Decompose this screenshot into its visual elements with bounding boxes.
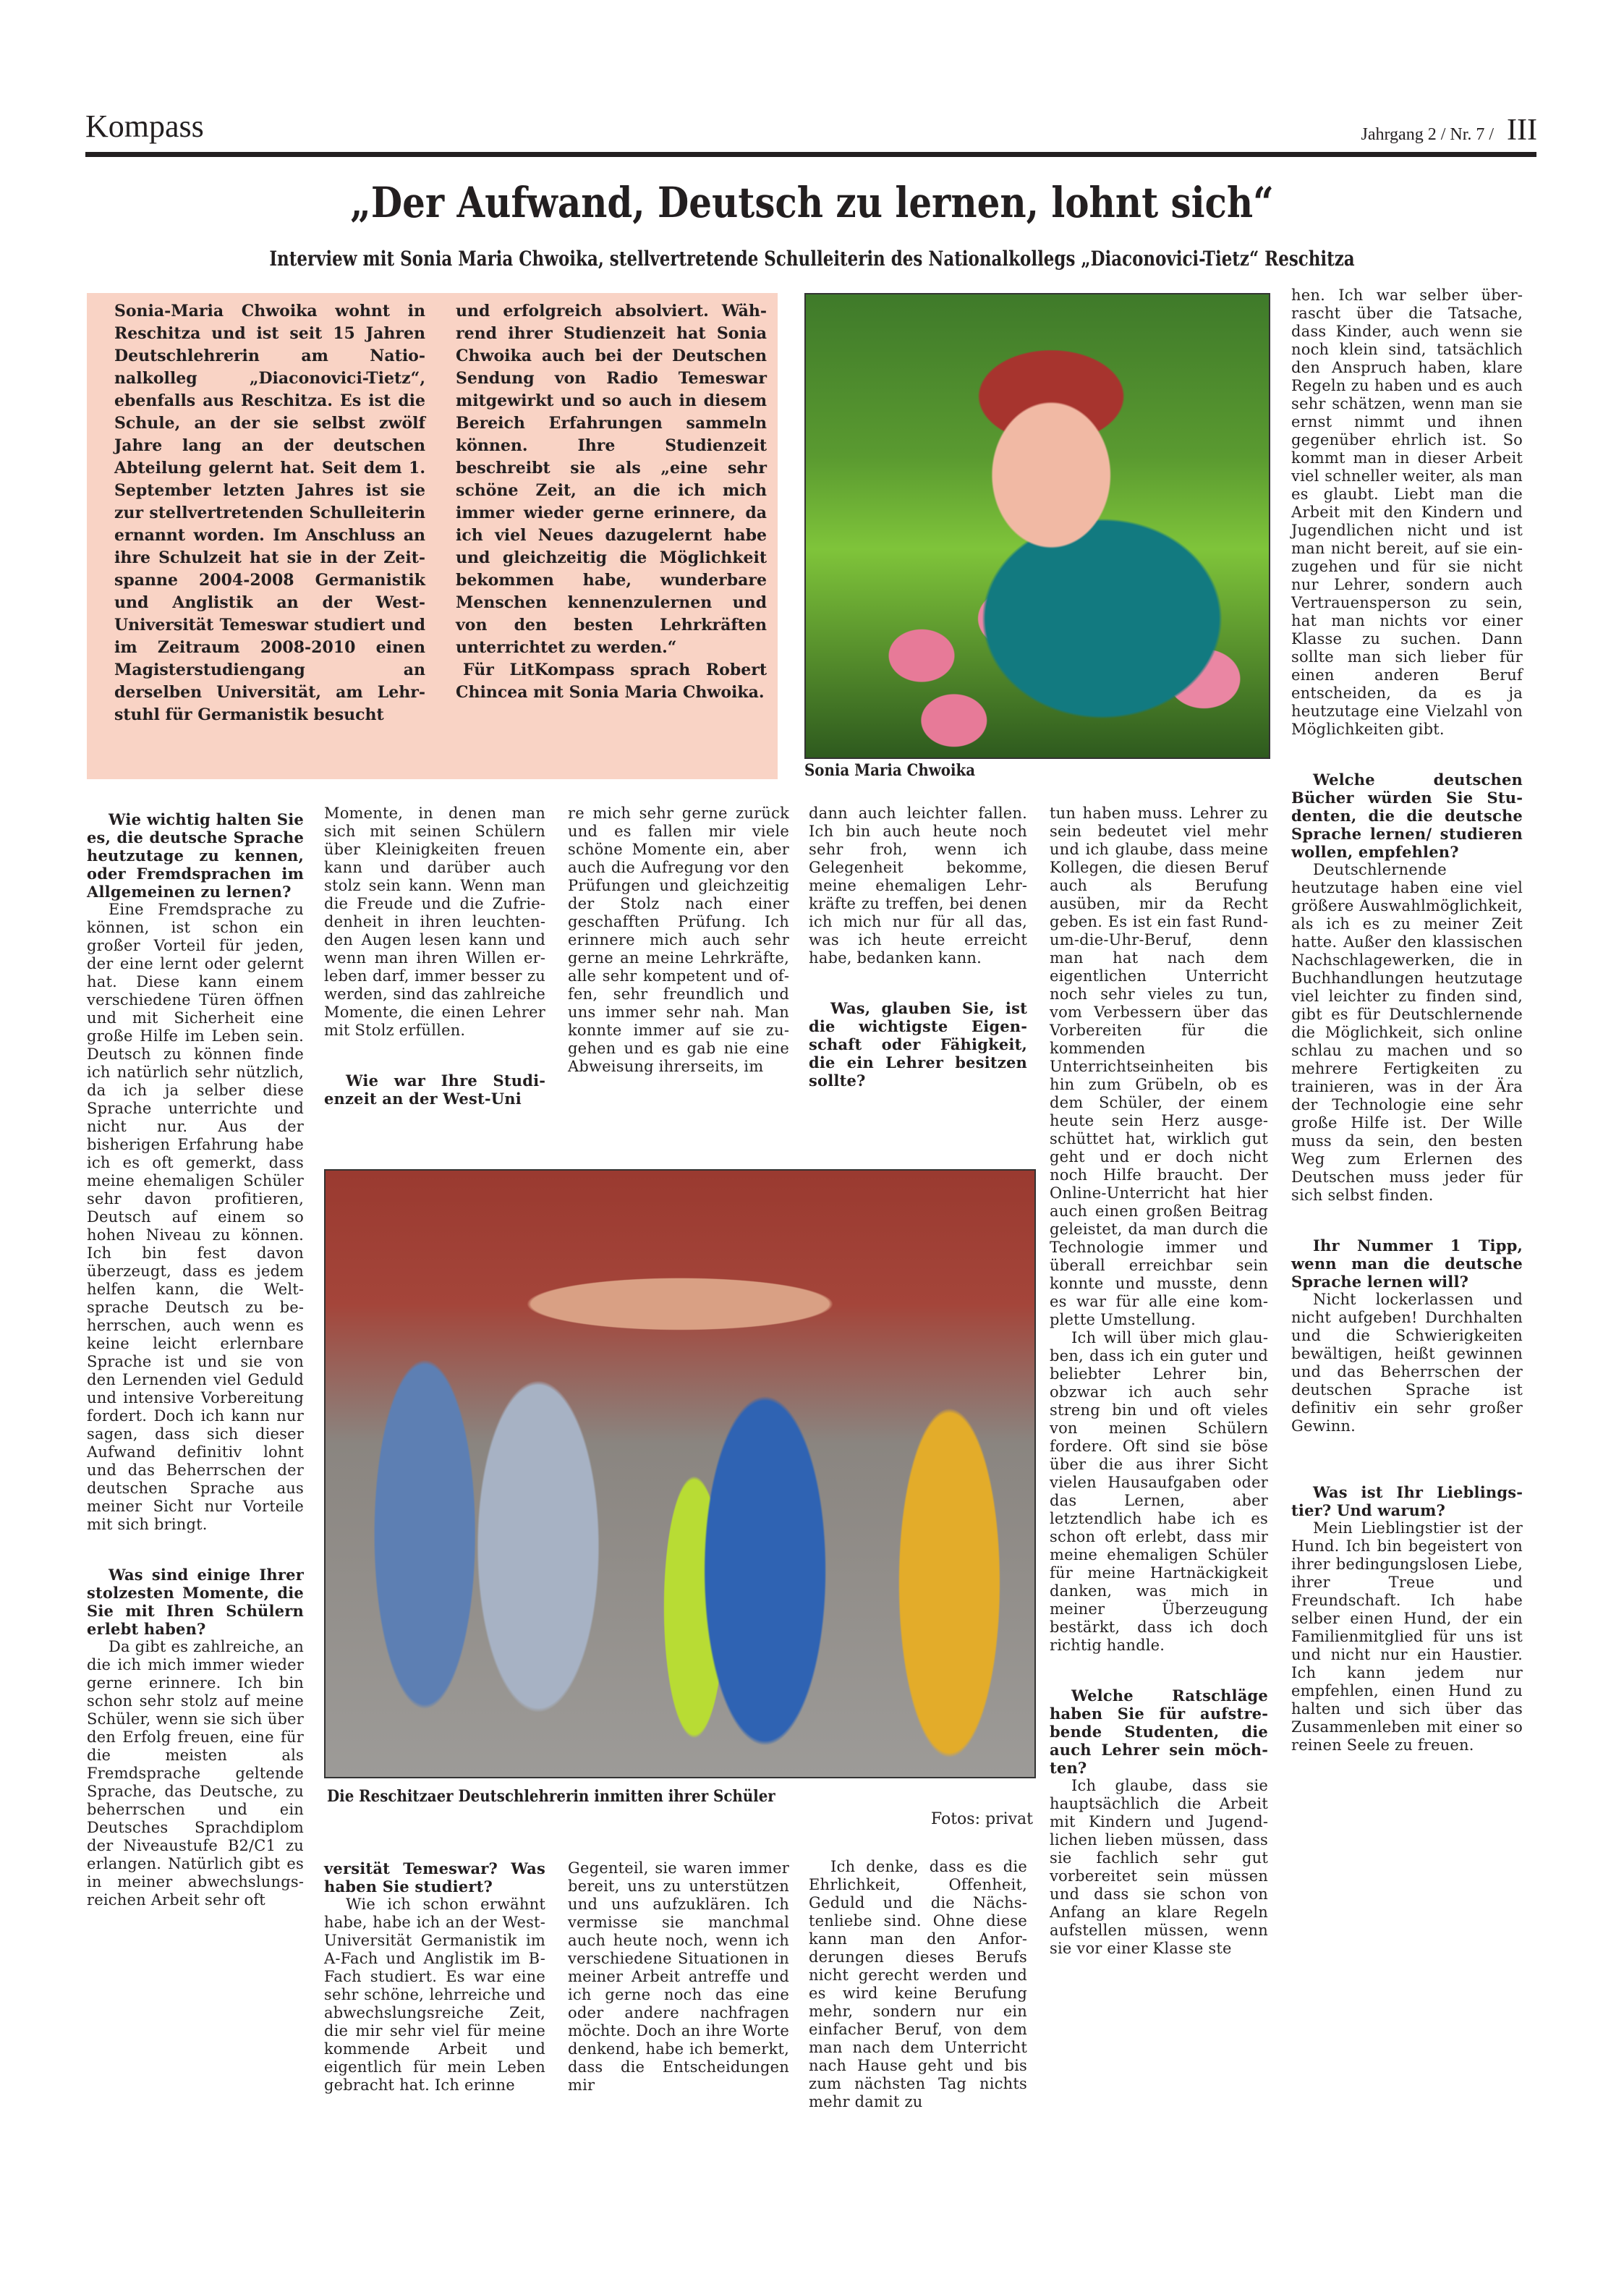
question: Ihr Nummer 1 Tipp, wenn man die deutsche Sprache lernen will? <box>1291 1236 1523 1291</box>
answer: Deutschlernende heutzutage haben eine viel größere Auswahlmöglichkeit, als ich es zu meiner Zeit hatte. Außer den klassischen Nachschlagewerken, die in Buchhandlungen heutzutage viel leichter zu finden sind, gibt es für Deutschlernende die Möglichkeit, sich online schlau zu machen und so mehrere Fertigkeiten zu trainieren, was in der Ära der Technologie eine sehr große Hilfe ist. Der Wille muss da sein, den besten Weg zum Erlernen des Deutschen muss jeder für sich selbst finden. <box>1291 861 1523 1204</box>
question: Wie wichtig halten Sie es, die deutsche Sprache heutzutage zu kennen, oder Fremdsprachen im Allgemeinen zu lernen? <box>87 810 304 901</box>
answer: Ich glaube, dass sie hauptsächlich die Arbeit mit Kindern und Jugendlichen lieben müssen, dass sie fachlich sehr gut vorbereitet sein müssen und dass sie schon von Anfang an klare Regeln aufstellen müssen, wenn sie vor einer Klasse ste <box>1050 1777 1268 1957</box>
column-4-top <box>809 805 1027 1090</box>
answer: dann auch leichter fallen. Ich bin auch heute noch sehr froh, wenn ich Gelegenheit bekomme, meine ehemaligen Lehrkräfte zu treffen, bei denen ich mich nur für all das, was ich heute erreicht habe, bedanken kann. <box>809 805 1027 967</box>
answer: Mein Lieblingstier ist der Hund. Ich bin begeistert von ihrer bedingungslosen Liebe, ihrer Treue und Freundschaft. Ich habe selber einen Hund, der ein Familienmitglied für uns ist und nicht nur ein Haustier. Ich kann jedem nur empfehlen, einen Hund zu halten und sich über das Zusammenleben mit einer so reinen Seele zu freuen. <box>1291 1519 1523 1754</box>
portrait-caption: Sonia Maria Chwoika <box>804 761 976 780</box>
question: Was, glauben Sie, ist die wichtigste Eigenschaft oder Fähigkeit, die ein Lehrer besitzen sollte? <box>809 999 1027 1090</box>
section-name: Kompass <box>85 109 204 144</box>
issue-info <box>1361 116 1537 149</box>
question: Welche Ratschläge haben Sie für aufstrebende Studenten, die auch Lehrer sein möchten? <box>1050 1686 1268 1777</box>
portrait-photo <box>804 293 1270 759</box>
answer: Ich will über mich glauben, dass ich ein guter und beliebter Lehrer bin, obzwar ich auch sehr streng bin und oft vieles von meinen Schülern fordere. Oft sind sie böse über die aus ihrer Sicht vielen Hausaufgaben oder das Lernen, aber letztendlich habe ich es schon oft erlebt, dass mir meine ehemaligen Schüler für meine Hartnäckigkeit danken, was mich in meiner Überzeugung bestärkt, dass ich doch richtig handle. <box>1050 1329 1268 1654</box>
intro-column-2 <box>456 300 767 704</box>
intro-text: und erfolgreich absolviert. Während ihrer Studienzeit hat Sonia Chwoika auch bei der Deutschen Sendung von Radio Temeswar mitgewirkt und so auch in diesem Bereich Erfahrungen sammeln können. Ihre Studienzeit beschreibt sie als „eine sehr schöne Zeit, an die ich mich immer wieder gerne erinnere, da ich viel Neues dazugelernt habe und gleichzeitig die Möglichkeit bekommen habe, wunderbare Menschen kennenzulernen und von den besten Lehrkräften unterrichtet zu werden.“ <box>456 302 767 657</box>
answer: tun haben muss. Lehrer zu sein bedeutet viel mehr und ich glaube, dass meine Kollegen, die diesen Beruf auch als Berufung ausüben, mir da Recht geben. Es ist ein fast Rund-um-die-Uhr-Beruf, denn man hat nach dem eigentlichen Unterricht noch sehr vieles zu tun, vom Verbessern über das Vorbereiten für die kommenden Unterrichtseinheiten bis hin zum Grübeln, ob es dem Schüler, der einem heute sein Herz ausgeschüttet hat, wirklich gut geht und er doch nicht noch Hilfe braucht. Der Online-Unterricht hat hier auch einen großen Beitrag geleistet, da man durch die Technologie immer und überall erreichbar sein konnte und musste, denn es war für alle eine komplette Umstellung. <box>1050 805 1268 1328</box>
question: versität Temeswar? Was haben Sie studiert? <box>324 1859 545 1896</box>
answer: Wie ich schon erwähnt habe, habe ich an der West-Universität Germanistik im A-Fach und Anglistik im B-Fach studiert. Es war eine sehr schöne, lehrreiche und abwechslungsreiche Zeit, die mir sehr viel für meine kommende Arbeit und eigentlich für mein Leben gebracht hat. Ich erinne <box>324 1896 545 2094</box>
column-2-top <box>324 805 545 1108</box>
issue-label: Jahrgang 2 / Nr. 7 / <box>1361 125 1495 144</box>
column-3-top <box>568 805 789 1076</box>
intro-text: Sonia-Maria Chwoika wohnt in Reschitza und ist seit 15 Jahren Deutschlehrerin am Nationalkolleg „Diaconovici-Tietz“, ebenfalls aus Reschitza. Es ist die Schule, an der sie selbst zwölf Jahre lang an der deutschen Abteilung gelernt hat. Seit dem 1. September letzten Jahres ist sie zur stellvertretenden Schulleiterin ernannt worden. Im Anschluss an ihre Schulzeit hat sie in der Zeitspanne 2004-2008 Germanistik und Anglistik an der West-Universität Temeswar studiert und im Zeitraum 2008-2010 einen Magisterstudiengang an derselben Universität, am Lehrstuhl für Germanistik besucht <box>114 302 425 724</box>
column-3-bottom <box>568 1859 789 2095</box>
group-photo <box>324 1169 1036 1778</box>
answer: hen. Ich war selber überrascht über die Tatsache, dass Kinder, auch wenn sie noch klein sind, tatsächlich den Anspruch haben, klare Regeln zu haben und es auch sehr schätzen, wenn man sie ernst nimmt und ihnen gegenüber ehrlich ist. So kommt man in dieser Arbeit viel schneller weiter, als man es glaubt. Liebt man die Arbeit mit den Kindern und Jugendlichen nicht und ist man nicht bereit, auf sie einzugehen und für sie nicht nur Lehrer, sondern auch Vertrauensperson zu sein, hat man nichts vor einer Klasse zu suchen. Dann sollte man sich lieber für einen anderen Beruf entscheiden, da es ja heutzutage eine Vielzahl von Möglichkeiten gibt. <box>1291 287 1523 738</box>
answer: Eine Fremdsprache zu können, ist schon ein großer Vorteil für jeden, der eine lernt oder gelernt hat. Diese kann einem verschiedene Türen öffnen und mit Sicherheit eine große Hilfe im Leben sein. Deutsch zu können finde ich natürlich sehr nützlich, da ich ja selber diese Sprache unterrichte und nicht nur. Aus der bisherigen Erfahrung habe ich es oft gemerkt, dass meine ehemaligen Schüler sehr davon profitieren, Deutsch auf einem so hohen Niveau zu können. Ich bin fest davon überzeugt, dass es jedem helfen kann, die Weltsprache Deutsch zu beherrschen, auch wenn es keine leicht erlernbare Sprache ist und sie von den Lernenden viel Geduld und intensive Vorbereitung fordert. Doch ich kann nur sagen, dass sich dieser Aufwand definitiv lohnt und das Beherrschen der deutschen Sprache aus meiner Sicht nur Vorteile mit sich bringt. <box>87 901 304 1533</box>
answer: Ich denke, dass es die Ehrlichkeit, Offenheit, Geduld und die Nächstenliebe sind. Ohne diese kann man den Anforderungen dieses Berufs nicht gerecht werden und es wird keine Berufung mehr, sondern nur ein einfacher Beruf, von dem man nach dem Unterricht nach Hause geht und bis zum nächsten Tag nichts mehr damit zu <box>809 1858 1027 2110</box>
group-caption: Die Reschitzaer Deutschlehrerin inmitten ihrer Schüler <box>327 1787 775 1806</box>
column-5 <box>1050 805 1268 1958</box>
header-rule <box>85 152 1536 157</box>
column-4-bottom <box>809 1858 1027 2111</box>
column-6 <box>1291 287 1523 1754</box>
article-subtitle: Interview mit Sonia Maria Chwoika, stellvertretende Schulleiterin des Nationalkollegs „Diaconovici-Tietz“ Reschitza <box>269 247 1355 271</box>
answer: Gegenteil, sie waren immer bereit, uns zu unterstützen und uns aufzuklären. Ich vermisse sie manchmal auch heute noch, wenn ich verschiedene Situationen in meiner Arbeit antreffe und ich gerne noch das eine oder andere nachfragen möchte. Doch an ihre Worte denkend, habe ich bemerkt, dass die Entscheidungen mir <box>568 1859 789 2094</box>
intro-column-1 <box>114 300 425 726</box>
column-1 <box>87 810 304 1909</box>
question: Wie war Ihre Studienzeit an der West-Uni <box>324 1071 545 1108</box>
question: Welche deutschen Bücher würden Sie Studenten, die die deutsche Sprache lernen/ studieren wollen, empfehlen? <box>1291 771 1523 861</box>
article-title: „Der Aufwand, Deutsch zu lernen, lohnt sich“ <box>350 178 1274 227</box>
interview-signature: Für LitKompass sprach Robert Chincea mit Sonia Maria Chwoika. <box>456 661 767 702</box>
photo-credit: Fotos: privat <box>930 1810 1033 1828</box>
column-2-bottom <box>324 1859 545 2095</box>
page-number: III <box>1507 114 1537 147</box>
intro-box <box>87 293 778 779</box>
answer: Da gibt es zahlreiche, an die ich mich immer wieder gerne erinnere. Ich bin schon sehr stolz auf meine Schüler, wenn sie sich über den Erfolg freuen, eine für die meisten als Fremdsprache geltende Sprache, das Deutsche, zu beherrschen und ein Deutsches Sprachdiplom der Niveaustufe B2/C1 zu erlangen. Natürlich gibt es in meiner abwechslungsreichen Arbeit sehr oft <box>87 1638 304 1909</box>
answer: re mich sehr gerne zurück und es fallen mir viele schöne Momente ein, aber auch die Aufregung vor den Prüfungen und gleichzeitig der Stolz nach einer geschafften Prüfung. Ich erinnere mich auch sehr gerne an meine Lehrkräfte, alle sehr kompetent und offen, sehr freundlich und uns immer sehr nah. Man konnte immer auf sie zugehen und es gab nie eine Abweisung ihrerseits, im <box>568 805 789 1075</box>
answer: Momente, in denen man sich mit seinen Schülern über Kleinigkeiten freuen kann und darüber auch stolz sein kann. Wenn man die Freude und die Zufriedenheit in ihren leuchtenden Augen lesen kann und wenn man ihren Willen erleben darf, immer besser zu werden, sind das zahlreiche Momente, die einen Lehrer mit Stolz erfüllen. <box>324 805 545 1039</box>
answer: Nicht lockerlassen und nicht aufgeben! Durchhalten und die Schwierigkeiten bewältigen, heißt gewinnen und das Beherrschen der deutschen Sprache ist definitiv ein sehr großer Gewinn. <box>1291 1291 1523 1435</box>
question: Was sind einige Ihrer stolzesten Momente, die Sie mit Ihren Schülern erlebt haben? <box>87 1566 304 1638</box>
question: Was ist Ihr Lieblingstier? Und warum? <box>1291 1483 1523 1519</box>
